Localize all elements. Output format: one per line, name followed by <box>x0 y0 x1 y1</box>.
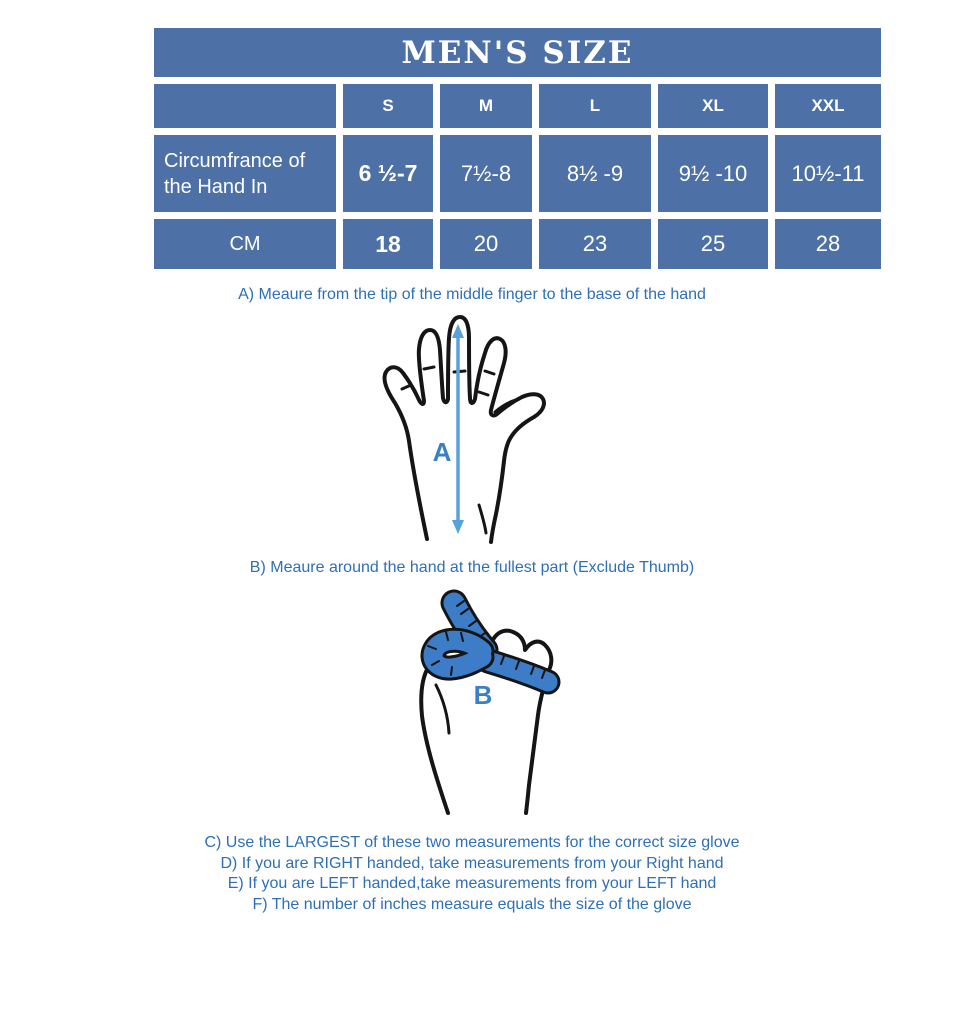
chart-title: MEN'S SIZE <box>401 34 634 71</box>
hand-length-diagram <box>358 309 580 547</box>
open-hand-illustration <box>385 317 544 542</box>
size-table <box>154 84 881 269</box>
instruction-d: D) If you are RIGHT handed, take measurements from your Right hand <box>220 854 724 872</box>
inches-value-l: 8½ -9 <box>539 135 651 212</box>
inches-value-m: 7½-8 <box>440 135 532 212</box>
cm-value-xxl: 28 <box>775 219 881 269</box>
col-header-m: M <box>440 84 532 128</box>
measuring-tape <box>428 601 548 682</box>
col-header-xxl: XXL <box>775 84 881 128</box>
inches-value-xl: 9½ -10 <box>658 135 768 212</box>
col-header-l: L <box>539 84 651 128</box>
instruction-c: C) Use the LARGEST of these two measurements for the correct size glove <box>204 834 740 851</box>
instructions-c-to-f <box>0 833 944 915</box>
instruction-b: B) Meaure around the hand at the fullest part (Exclude Thumb) <box>249 559 695 576</box>
mens-size-chart <box>154 28 881 269</box>
col-header-empty <box>154 84 336 128</box>
cm-value-l: 23 <box>539 219 651 269</box>
label-b: B <box>473 680 493 710</box>
instruction-e: E) If you are LEFT handed,take measurements from your LEFT hand <box>227 875 717 892</box>
row-label-cm: CM <box>154 219 336 269</box>
inches-value-s: 6 ½-7 <box>343 135 433 212</box>
instruction-a: A) Meaure from the tip of the middle finger to the base of the hand <box>238 286 706 303</box>
hand-circumference-diagram <box>388 589 592 819</box>
cm-value-m: 20 <box>440 219 532 269</box>
label-a: A <box>432 437 452 467</box>
instruction-f: F) The number of inches measure equals the size of the glove <box>252 895 692 913</box>
cm-value-s: 18 <box>343 219 433 269</box>
inches-value-xxl: 10½-11 <box>775 135 881 212</box>
col-header-s: S <box>343 84 433 128</box>
row-label-circumference: Circumfrance of the Hand In <box>154 135 336 212</box>
cm-value-xl: 25 <box>658 219 768 269</box>
chart-title-bar <box>154 28 881 77</box>
col-header-xl: XL <box>658 84 768 128</box>
